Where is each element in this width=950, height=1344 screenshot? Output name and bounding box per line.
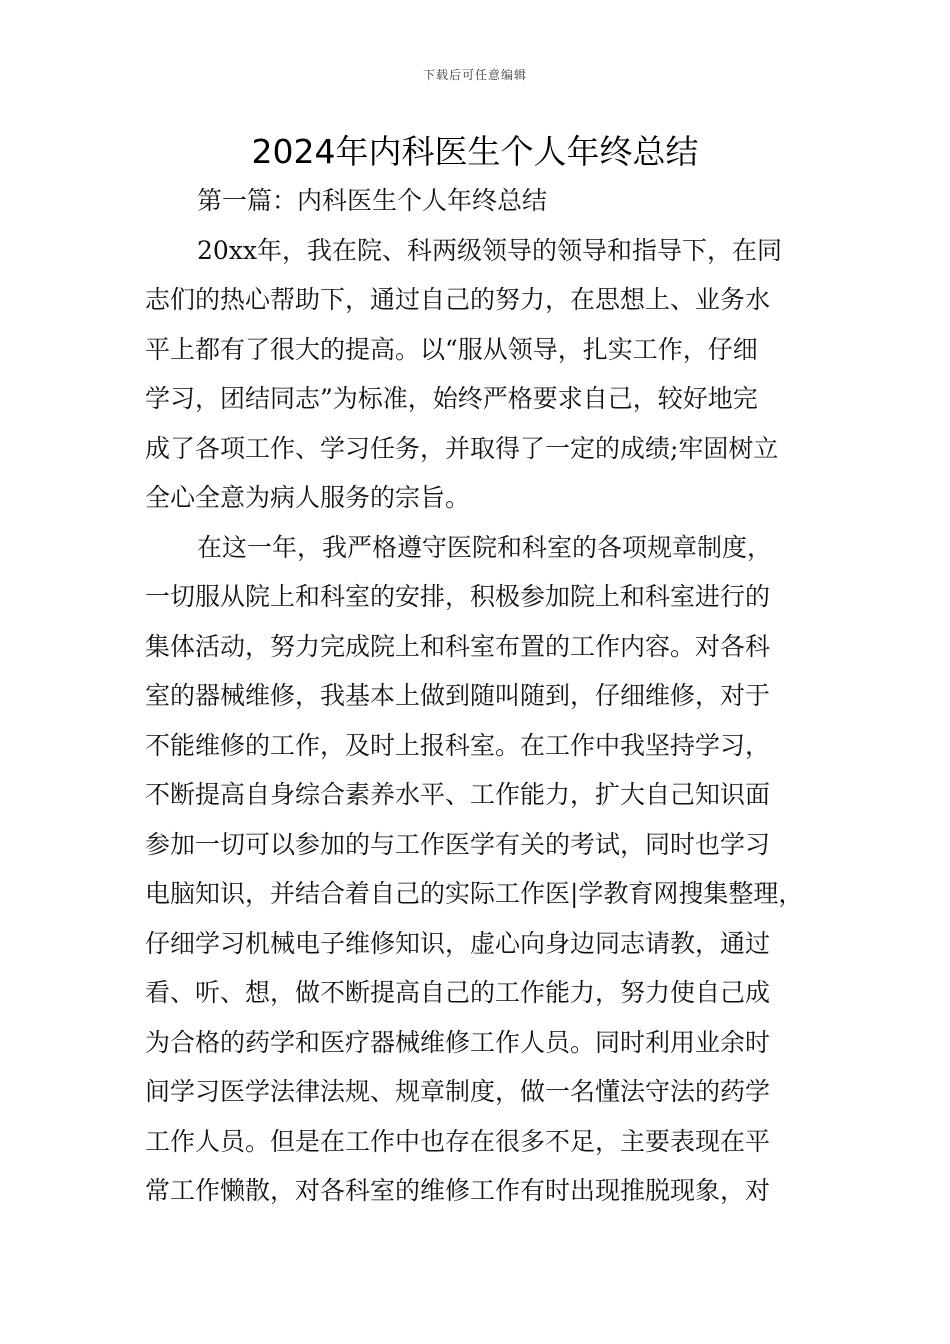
paragraph-line: 仔细学习机械电子维修知识，虚心向身边同志请教，通过 bbox=[145, 928, 771, 958]
paragraph-line: 不断提高自身综合素养水平、工作能力，扩大自己知识面 bbox=[145, 780, 771, 809]
paragraph-line: 不能维修的工作，及时上报科室。在工作中我坚持学习， bbox=[145, 730, 771, 760]
paragraph-line: 平上都有了很大的提高。以“服从领导，扎实工作，仔细 bbox=[145, 334, 758, 364]
paragraph-line: 参加一切可以参加的与工作医学有关的考试，同时也学习 bbox=[145, 829, 771, 859]
paragraph-2 bbox=[145, 523, 825, 1216]
paragraph-line: 间学习医学法律法规、规章制度，做一名懂法守法的药学 bbox=[145, 1077, 771, 1106]
paragraph-line: 20xx年，我在院、科两级领导的领导和指导下，在同 bbox=[197, 235, 783, 265]
paragraph-line: 在这一年，我严格遵守医院和科室的各项规章制度， bbox=[197, 532, 773, 562]
document-body bbox=[145, 176, 825, 1216]
document-title: 2024年内科医生个人年终总结 bbox=[251, 132, 699, 171]
paragraph-line: 电脑知识，并结合着自己的实际工作医|学教育网搜集整理， bbox=[145, 879, 804, 908]
paragraph-line: 为合格的药学和医疗器械维修工作人员。同时利用业余时 bbox=[145, 1027, 771, 1057]
paragraph-line: 集体活动，努力完成院上和科室布置的工作内容。对各科 bbox=[145, 631, 771, 661]
paragraph-line: 看、听、想，做不断提高自己的工作能力，努力使自己成 bbox=[145, 978, 771, 1007]
header-note: 下载后可任意编辑 bbox=[422, 68, 527, 82]
paragraph-line: 学习，团结同志”为标准，始终严格要求自己，较好地完 bbox=[145, 384, 758, 413]
section-heading: 第一篇：内科医生个人年终总结 bbox=[197, 186, 548, 215]
paragraph-line: 室的器械维修，我基本上做到随叫随到，仔细维修，对于 bbox=[145, 681, 771, 710]
paragraph-line: 工作人员。但是在工作中也存在很多不足，主要表现在平 bbox=[145, 1126, 771, 1156]
paragraph-line: 一切服从院上和科室的安排，积极参加院上和科室进行的 bbox=[145, 582, 771, 611]
paragraph-line: 全心全意为病人服务的宗旨。 bbox=[145, 483, 471, 512]
paragraph-line: 成了各项工作、学习任务，并取得了一定的成绩;牢固树立 bbox=[145, 433, 779, 463]
paragraph-line: 志们的热心帮助下，通过自己的努力，在思想上、业务水 bbox=[145, 285, 771, 314]
paragraph-1 bbox=[145, 226, 825, 523]
paragraph-line: 常工作懒散，对各科室的维修工作有时出现推脱现象，对 bbox=[145, 1176, 771, 1205]
